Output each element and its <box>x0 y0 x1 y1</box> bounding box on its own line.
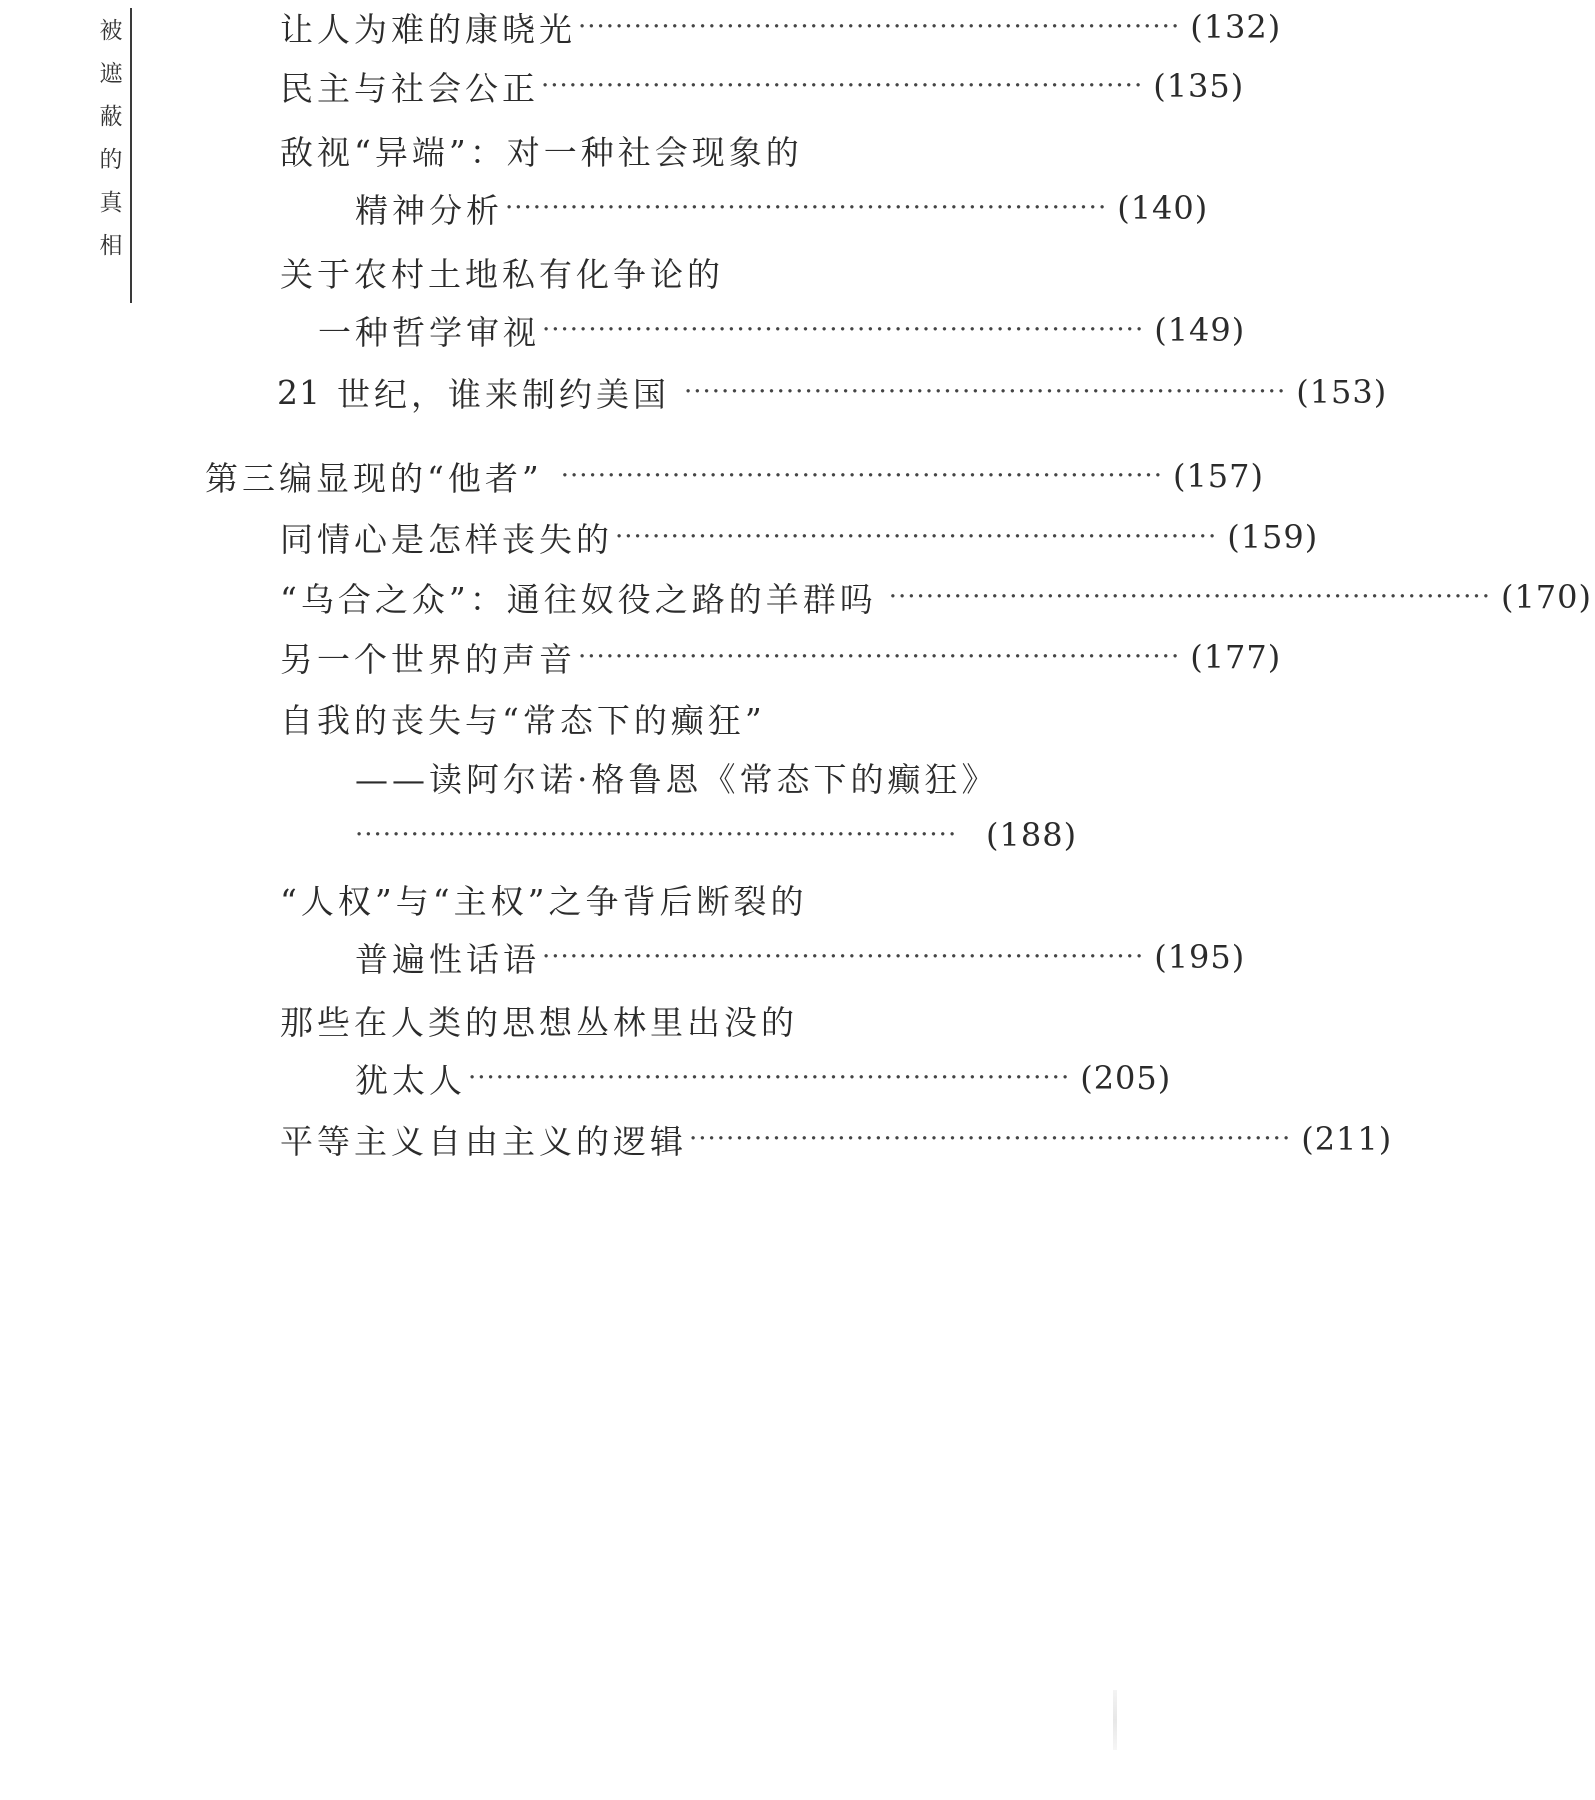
toc-page-number: (149) <box>1154 311 1246 349</box>
toc-entry-title: 让人为难的康晓光 <box>280 9 576 49</box>
toc-entry-title: “乌合之众”：通往奴役之路的羊群吗 <box>280 579 877 619</box>
dot-leader: ································································· <box>689 1124 1292 1154</box>
toc-entry-title: 自我的丧失与“常态下的癫狂” <box>280 700 766 740</box>
dot-leader: ································································· <box>541 71 1144 101</box>
dot-leader: ································································· <box>505 193 1108 223</box>
toc-entry-kangxiaoguang[interactable] <box>280 5 1282 49</box>
toc-entry-wuhezhizhong[interactable] <box>280 575 1592 619</box>
toc-entry-title: “人权”与“主权”之争背后断裂的 <box>280 881 808 921</box>
toc-part-three[interactable] <box>205 454 1264 498</box>
part-label: 第三编 <box>205 458 316 498</box>
dot-leader: ································································· <box>615 522 1218 552</box>
running-book-title <box>94 10 128 268</box>
part-title: 显现的“他者” <box>316 458 543 498</box>
toc-page-number: (159) <box>1227 518 1319 556</box>
dot-leader: ································································· <box>542 315 1145 345</box>
running-title-char: 遮 <box>99 61 123 87</box>
dot-leader: ································································· <box>578 12 1181 42</box>
toc-entry-renquan-line1[interactable] <box>280 877 1080 921</box>
toc-entry-title: 关于农村土地私有化争论的 <box>280 254 724 294</box>
dot-leader: ································································· <box>542 942 1145 972</box>
toc-entry-title: 敌视“异端”：对一种社会现象的 <box>280 132 803 172</box>
toc-entry-title: 那些在人类的思想丛林里出没的 <box>280 1002 798 1042</box>
toc-entry-renquan-line2[interactable] <box>355 935 1246 979</box>
toc-page-number: (135) <box>1153 67 1245 105</box>
dot-leader: ································································· <box>560 461 1163 491</box>
toc-page-number: (140) <box>1117 189 1209 227</box>
running-title-char: 蔽 <box>99 104 123 130</box>
dot-leader: ································································· <box>684 377 1287 407</box>
dot-leader: ································································· <box>888 582 1491 612</box>
toc-page-number: (170) <box>1500 578 1592 616</box>
toc-entry-tudi-line1[interactable] <box>280 250 1080 294</box>
toc-page-number: (177) <box>1190 638 1282 676</box>
toc-page-number: (211) <box>1301 1120 1393 1158</box>
toc-entry-title-continued: 普遍性话语 <box>355 939 540 979</box>
toc-entry-tudi-line2[interactable] <box>318 308 1246 352</box>
toc-entry-tongqingxin[interactable] <box>280 515 1319 559</box>
toc-entry-title-continued: 犹太人 <box>355 1060 466 1100</box>
toc-entry-pingdeng[interactable] <box>280 1117 1393 1161</box>
toc-page-number: (188) <box>986 816 1078 854</box>
toc-entry-shengyin[interactable] <box>280 635 1282 679</box>
toc-entry-title-continued: 一种哲学审视 <box>318 312 540 352</box>
toc-entry-title: 另一个世界的声音 <box>280 639 576 679</box>
toc-page-number: (157) <box>1172 457 1264 495</box>
toc-page-number: (205) <box>1080 1059 1172 1097</box>
running-title-char: 相 <box>99 233 123 259</box>
toc-entry-title: 民主与社会公正 <box>280 68 539 108</box>
dot-leader: ································································· <box>355 820 958 850</box>
margin-rule <box>130 8 132 303</box>
toc-entry-dianjuang-line1[interactable] <box>280 696 1080 740</box>
toc-entry-meiguo[interactable] <box>277 370 1388 414</box>
toc-entry-dishi-yiduan-line1[interactable] <box>280 128 1080 172</box>
toc-entry-subtitle: ——读阿尔诺·格鲁恩《常态下的癫狂》 <box>355 759 999 799</box>
dot-leader: ································································· <box>578 642 1181 672</box>
toc-entry-title: 平等主义自由主义的逻辑 <box>280 1121 687 1161</box>
toc-entry-title: 同情心是怎样丧失的 <box>280 519 613 559</box>
toc-page-number: (132) <box>1190 8 1282 46</box>
scan-smudge <box>1113 1690 1117 1750</box>
toc-entry-dianjuang-subtitle[interactable] <box>355 755 1080 799</box>
running-title-char: 真 <box>99 190 123 216</box>
toc-entry-dianjuang-leader[interactable] <box>355 813 1080 857</box>
toc-entry-youtairen-line2[interactable] <box>355 1056 1172 1100</box>
toc-page-number: (153) <box>1296 373 1388 411</box>
toc-page-number: (195) <box>1154 938 1246 976</box>
running-title-char: 被 <box>99 18 123 44</box>
toc-entry-dishi-yiduan-line2[interactable] <box>355 186 1209 230</box>
running-title-char: 的 <box>99 147 123 173</box>
toc-entry-title: 世纪，谁来制约美国 <box>337 374 670 414</box>
toc-entry-minzhu[interactable] <box>280 64 1245 108</box>
toc-entry-title-continued: 精神分析 <box>355 190 503 230</box>
toc-entry-number: 21 <box>277 372 321 412</box>
dot-leader: ································································· <box>468 1063 1071 1093</box>
toc-entry-youtairen-line1[interactable] <box>280 998 1080 1042</box>
